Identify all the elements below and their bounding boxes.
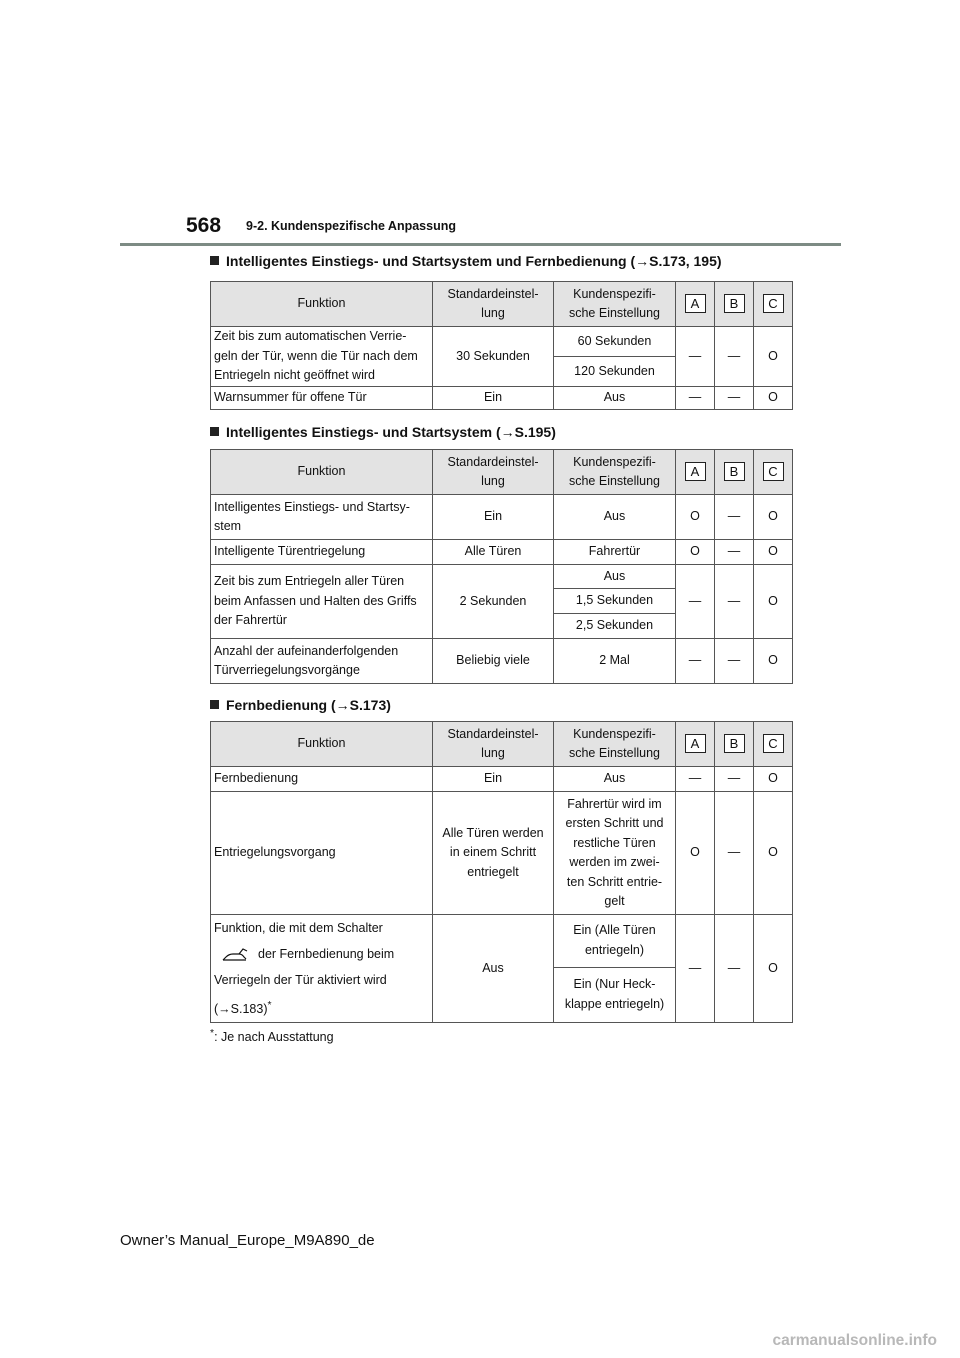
function-cell xyxy=(211,915,433,1023)
header-standard: Standardeinstel- lung xyxy=(433,282,554,327)
variant-a-badge: A xyxy=(685,462,706,481)
table-header-row xyxy=(211,282,793,327)
variant-b-cell: — xyxy=(715,565,754,639)
custom-option: 120 Sekunden xyxy=(574,363,655,378)
header-b xyxy=(715,722,754,767)
function-cell xyxy=(211,495,433,540)
variant-a-cell: — xyxy=(676,327,715,387)
custom-option: Ein (Alle Türen entriegeln) xyxy=(573,923,656,957)
header-rule xyxy=(120,243,841,246)
variant-c-cell: O xyxy=(754,540,793,565)
function-cell xyxy=(211,767,433,792)
section1-title: Intelligentes Einstiegs- und Startsystem und Fernbedienung (→S.173, 195) xyxy=(226,253,722,269)
variant-b-cell: — xyxy=(715,387,754,410)
variant-c-cell: O xyxy=(754,792,793,915)
variant-b-cell: — xyxy=(715,767,754,792)
header-b xyxy=(715,282,754,327)
function-text: Zeit bis zum Entriegeln aller Türen beim Anfassen und Halten des Griffs der Fahrertür xyxy=(214,574,417,628)
custom-option-cell xyxy=(554,639,676,684)
custom-option: Ein (Nur Heck- klappe entriegeln) xyxy=(564,977,665,1011)
variant-c-cell: O xyxy=(754,387,793,410)
function-text: Intelligentes Einstiegs- und Startsy- stem xyxy=(214,499,410,533)
function-line: Verriegeln der Tür aktiviert wird xyxy=(214,973,387,987)
function-line: Funktion, die mit dem Schalter xyxy=(214,921,383,935)
variant-c-badge: C xyxy=(763,294,784,313)
function-text: Entriegelungsvorgang xyxy=(214,845,336,860)
function-text: Zeit bis zum automatischen Verrie- geln der Tür, wenn die Tür nach dem Entriegeln nicht geöffnet wird xyxy=(214,329,418,383)
header-funktion: Funktion xyxy=(211,282,433,327)
section1-heading xyxy=(210,253,722,269)
custom-option-cell xyxy=(554,792,676,915)
table-row xyxy=(211,767,793,792)
header-kunden: Kundenspezifi- sche Einstellung xyxy=(554,450,676,495)
standard-value: 30 Sekunden xyxy=(456,348,530,363)
standard-cell xyxy=(433,540,554,565)
function-line: (→S.183) xyxy=(214,1002,268,1017)
variant-a-cell: O xyxy=(676,792,715,915)
variant-c-cell: O xyxy=(754,327,793,387)
table-row xyxy=(211,387,793,410)
function-cell xyxy=(211,387,433,410)
section2-heading xyxy=(210,424,556,440)
variant-a-cell: O xyxy=(676,540,715,565)
table-row xyxy=(211,540,793,565)
variant-b-cell: — xyxy=(715,792,754,915)
custom-option: Aus xyxy=(603,568,626,583)
standard-value: Beliebig viele xyxy=(456,653,530,668)
section1-table xyxy=(210,281,793,410)
custom-option: Aus xyxy=(603,390,626,405)
function-line: der Fernbedienung beim xyxy=(258,947,395,961)
variant-b-cell: — xyxy=(715,327,754,387)
header-a xyxy=(676,282,715,327)
variant-c-badge: C xyxy=(763,734,784,753)
variant-b-badge: B xyxy=(724,462,745,481)
standard-cell xyxy=(433,767,554,792)
variant-a-cell: O xyxy=(676,495,715,540)
section3-heading xyxy=(210,697,391,713)
custom-option: 2 Mal xyxy=(599,653,630,668)
custom-option-cell xyxy=(554,495,676,540)
table-header-row xyxy=(211,450,793,495)
standard-value: Aus xyxy=(482,960,504,975)
custom-option-cell xyxy=(554,565,676,589)
variant-c-cell: O xyxy=(754,639,793,684)
standard-value: Alle Türen werden in einem Schritt entriegelt xyxy=(442,825,544,879)
variant-a-cell: — xyxy=(676,915,715,1023)
section2-title: Intelligentes Einstiegs- und Startsystem (→S.195) xyxy=(226,424,556,440)
custom-option-cell xyxy=(554,614,676,639)
variant-c-cell: O xyxy=(754,565,793,639)
table-row xyxy=(211,639,793,684)
header-c xyxy=(754,722,793,767)
function-text: Intelligente Türentriegelung xyxy=(214,544,366,559)
table-row xyxy=(211,792,793,915)
variant-a-badge: A xyxy=(685,734,706,753)
function-cell xyxy=(211,565,433,639)
standard-cell xyxy=(433,495,554,540)
custom-option-cell xyxy=(554,767,676,792)
standard-value: Ein xyxy=(483,509,503,524)
variant-b-cell: — xyxy=(715,495,754,540)
trunk-open-icon xyxy=(222,948,248,962)
function-text: Warnsummer für offene Tür xyxy=(214,390,367,405)
footnote-text: : Je nach Ausstattung xyxy=(214,1030,334,1045)
bullet-square-icon xyxy=(210,256,219,265)
standard-cell xyxy=(433,639,554,684)
custom-option-cell xyxy=(554,357,676,387)
standard-value: Alle Türen xyxy=(464,544,522,559)
variant-a-cell: — xyxy=(676,639,715,684)
variant-c-cell: O xyxy=(754,495,793,540)
custom-option-cell xyxy=(554,327,676,357)
table-header-row xyxy=(211,722,793,767)
variant-b-badge: B xyxy=(724,734,745,753)
header-c xyxy=(754,450,793,495)
variant-a-cell: — xyxy=(676,565,715,639)
section-header: 9-2. Kundenspezifische Anpassung xyxy=(246,219,456,233)
function-text: Anzahl der aufeinanderfolgenden Türverriegelungsvorgänge xyxy=(214,643,399,677)
header-a xyxy=(676,450,715,495)
custom-option-cell xyxy=(554,387,676,410)
variant-c-cell: O xyxy=(754,767,793,792)
custom-option: Aus xyxy=(603,509,626,524)
standard-value: Ein xyxy=(483,390,503,405)
footnote xyxy=(210,1028,334,1044)
variant-c-badge: C xyxy=(763,462,784,481)
variant-a-cell: — xyxy=(676,387,715,410)
variant-b-badge: B xyxy=(724,294,745,313)
bullet-square-icon xyxy=(210,700,219,709)
custom-option: Fahrertür wird im ersten Schritt und restliche Türen werden im zwei- ten Schritt entrie- gelt xyxy=(565,796,664,908)
footnote-mark: * xyxy=(210,1028,215,1039)
standard-cell xyxy=(433,792,554,915)
custom-option-cell xyxy=(554,589,676,614)
table-row xyxy=(211,915,793,968)
header-kunden: Kundenspezifi- sche Einstellung xyxy=(554,722,676,767)
header-standard: Standardeinstel- lung xyxy=(433,450,554,495)
footer: Owner’s Manual_Europe_M9A890_de xyxy=(120,1232,375,1249)
standard-cell xyxy=(433,387,554,410)
watermark: carmanualsonline.info xyxy=(772,1332,937,1349)
table-row xyxy=(211,565,793,589)
function-cell xyxy=(211,327,433,387)
function-cell xyxy=(211,540,433,565)
table-row xyxy=(211,495,793,540)
function-text: Fernbedienung xyxy=(214,771,299,786)
custom-option: Fahrertür xyxy=(588,544,641,559)
custom-option-cell xyxy=(554,915,676,968)
header-funktion: Funktion xyxy=(211,450,433,495)
function-cell xyxy=(211,639,433,684)
custom-option: 2,5 Sekunden xyxy=(575,618,654,633)
function-cell xyxy=(211,792,433,915)
section3-title: Fernbedienung (→S.173) xyxy=(226,697,391,713)
variant-b-cell: — xyxy=(715,915,754,1023)
custom-option: 1,5 Sekunden xyxy=(575,593,654,608)
header-funktion: Funktion xyxy=(211,722,433,767)
header-c xyxy=(754,282,793,327)
standard-cell xyxy=(433,565,554,639)
custom-option: 60 Sekunden xyxy=(577,333,652,348)
footnote-ref: * xyxy=(267,1000,272,1011)
custom-option-cell xyxy=(554,967,676,1023)
header-a xyxy=(676,722,715,767)
standard-value: 2 Sekunden xyxy=(459,593,527,608)
standard-cell xyxy=(433,327,554,387)
section3-table xyxy=(210,721,793,1023)
page-number: 568 xyxy=(186,214,222,237)
variant-a-cell: — xyxy=(676,767,715,792)
bullet-square-icon xyxy=(210,427,219,436)
header-kunden: Kundenspezifi- sche Einstellung xyxy=(554,282,676,327)
variant-b-cell: — xyxy=(715,540,754,565)
standard-cell xyxy=(433,915,554,1023)
variant-c-cell: O xyxy=(754,915,793,1023)
variant-b-cell: — xyxy=(715,639,754,684)
standard-value: Ein xyxy=(483,771,503,786)
table-row xyxy=(211,327,793,357)
custom-option-cell xyxy=(554,540,676,565)
header-b xyxy=(715,450,754,495)
variant-a-badge: A xyxy=(685,294,706,313)
section2-table xyxy=(210,449,793,684)
custom-option: Aus xyxy=(603,771,626,786)
header-standard: Standardeinstel- lung xyxy=(433,722,554,767)
